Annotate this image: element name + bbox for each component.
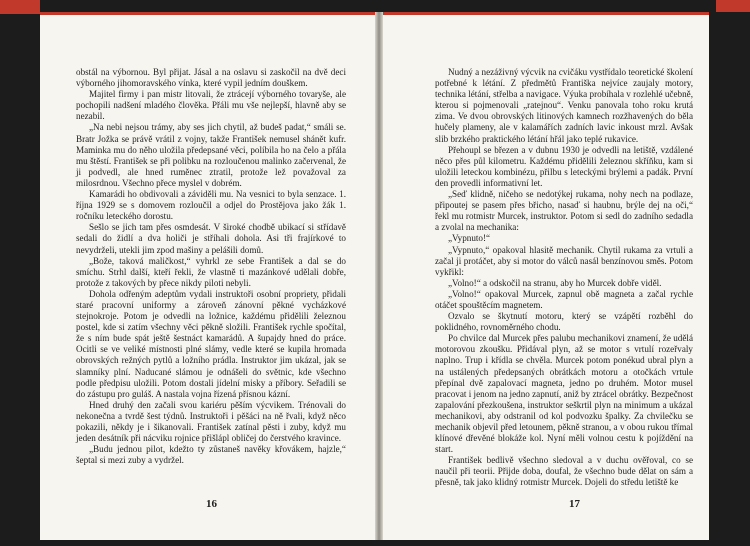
right-page-text	[435, 67, 693, 489]
paragraph: „Bože, taková maličkost,“ vyhrkl ze sebe František a dal se do smíchu. Strhl další, kteří řekli, že vlastně ti mazánkové udělali dobře, protože z takových by přece nikdy piloti nebyli.	[76, 255, 346, 288]
paragraph: Sešlo se jich tam přes osmdesát. V široké chodbě ubikací si střídavě sedali do židlí a dva holiči je stříhali dohola. Asi tři frajírkové to nevydrželi, utekli jim zpod mašiny a pelášili domů.	[76, 222, 346, 255]
paragraph: Přehoupl se březen a v dubnu 1930 je odvedli na letiště, vzdálené něco přes půl kilometru. Každému přidělili železnou skříňku, kam si uložili leteckou kombinézu, přilbu s leteckými brýlemi a padák. První den provedli informativní let.	[435, 144, 693, 188]
paragraph: Hned druhý den začali svou kariéru pěším výcvikem. Trénovali do nekonečna a tvrdě šest týdnů. Instruktoři i pěšáci na ně řvali, když něco pokazili, někdy je i šikanovali. František zatínal pěsti i zuby, když mu jeden desátník při nácviku rojnice přišlápl obličej do čerstvého kravince.	[76, 399, 346, 444]
paragraph: Nudný a nezáživný výcvik na cvičáku vystřídalo teoretické školení potřebné k létání. Z předmětů Františka nejvíce zaujaly motory, technika létání, střelba a navigace. Výuka probíhala v rozlehlé učebně, kterou si pojmenovali „ratejnou“. Venku panovala toho roku krutá zima. Ve dvou obrovských litinových kamnech rozžhavených do běla hučely plameny, ale v kalamářích zadních lavic inkoust mrzl. Avšak slib brzkého praktického létání hřál jako teplé rukavice.	[435, 67, 693, 144]
paragraph: Majitel firmy i pan mistr litovali, že ztrácejí výborného tovaryše, ale pochopili nadšení mladého člověka. Přáli mu vše nejlepší, hlavně aby se nezabil.	[76, 89, 346, 122]
page-number-left: 16	[206, 498, 217, 510]
paragraph: „Volno!“ opakoval Murcek, zapnul obě magneta a začal rychle otáčet spouštěcím magnetem.	[435, 288, 693, 310]
paragraph: Po chvilce dal Murcek přes palubu mechanikovi znamení, že udělá motorovou zkoušku. Přidával plyn, až se motor s vrtulí rozeřvaly naplno. Trup i křídla se chvěla. Murcek potom ponékud ubral plyn a na ustálených předepsaných obrátkách motoru a otočkách vrtule přepínal dvě zapalovací magneta, jedno po druhém. Motor musel pracovat i jenom na jedno zapnutí, aniž by ztrácel obrátky. Bezpečnost zapalování přezkoušena, instruktor seškrtil plyn na minimum a ukázal mechanikovi, aby odstranil od kol podvozku špalky. Za chvilečku se mechanik objevil před letounem, pěkně stranou, a v obou rukou třímal klínové dřevěné blokáže kol. Nyní měli volnou cestu k pojíždění na start.	[435, 333, 693, 455]
book-gutter	[375, 12, 383, 540]
paragraph: Kamarádi ho obdivovali a záviděli mu. Na vesnici to byla senzace. 1. října 1929 se s domovem rozloučil a odjel do Prostějova jako žák 1. ročníku leteckého dorostu.	[76, 189, 346, 222]
paragraph: František bedlivě všechno sledoval a v duchu ověřoval, co se naučil při teorii. Přijde doba, doufal, že všechno bude dělat on sám a přesně, tak jako klidný rotmistr Murcek. Dojeli do středu letiště ke	[435, 455, 693, 488]
red-cover-edge-left	[0, 0, 40, 14]
paragraph: „Seď klidně, ničeho se nedotýkej rukama, nohy nech na podlaze, připoutej se pasem přes břicho, nasaď si haubnu, brýle dej na oči,“ řekl mu rotmistr Murcek, instruktor. Potom si sedl do zadního sedadla a zvolal na mechanika:	[435, 189, 693, 233]
paragraph: obstál na výbornou. Byl přijat. Jásal a na oslavu si zaskočil na dvě deci výborného jihomoravského vínka, které vypil jedním doušk​em.	[76, 67, 346, 89]
paragraph: „Vypnuto!“	[448, 233, 491, 244]
page-number-right: 17	[569, 498, 580, 510]
paragraph: „Vypnuto,“ opakoval hlasitě mechanik. Chytil rukama za vrtuli a začal ji protáčet, aby si motor do válců nasál benzínovou směs. Potom vykřikl:	[435, 244, 693, 277]
paragraph: „Budu jednou pilot, kdežto ty zůstaneš navěky křovákem, hajzle,“ šeptal si mezi zuby a vydržel.	[76, 444, 346, 466]
paragraph: „Na nebi nejsou trámy, aby ses jich chytil, až budeš padat,“ smáli se. Bratr Jožka se právě vrátil z vojny, takže František nemusel shánět kufr. Maminka mu do něho uložila předepsané věci, políbila ho na čelo a přála mu štěstí. František se při polibku na rozloučenou malinko začervenal, že ji podvedl, ale hned ruměnec ztratil, protože lež považoval za milosrdnou. Všechno přece myslel v dobrém.	[76, 122, 346, 188]
red-cover-edge-right	[716, 0, 750, 12]
paragraph: „Volno!“ a odskočil na stranu, aby ho Murcek dobře viděl.	[448, 277, 662, 288]
paragraph: Dohola odřeným adeptům vydali instruktoři osobní proprietу, přidali staré pracovní uniformy a zároveň zánovní pěkné vycházkové stejnokroje. Potom je odvedli na ložnice, každému přidělili železnou postel, kde si zatím všechny věci pěkně složili. František rychle spočítal, že s ním bude spát ještě šestnáct kamarádů. A šupajdy hned do práce. Ocitli se ve veliké místnosti plné slámy, vedle které se kupila hromada obrovských režných pytlů a ložního prádla. Instruktor jim ukázal, jak se slamníky plní. Naducané slámou je odnášeli do světnic, kde všechno podle předpisu uložili. Potom dostali jídelní misky a příbory. Seřadili se do zástupu pro guláš. A nastala vojna řízená přísnou kázní.	[76, 288, 346, 399]
left-page-text	[76, 67, 346, 466]
right-page	[383, 12, 709, 540]
paragraph: Ozvalo se škytnutí motoru, který se vzápětí rozběhl do poklidného, rovnoměrného chodu.	[435, 311, 693, 333]
left-page	[40, 12, 375, 540]
